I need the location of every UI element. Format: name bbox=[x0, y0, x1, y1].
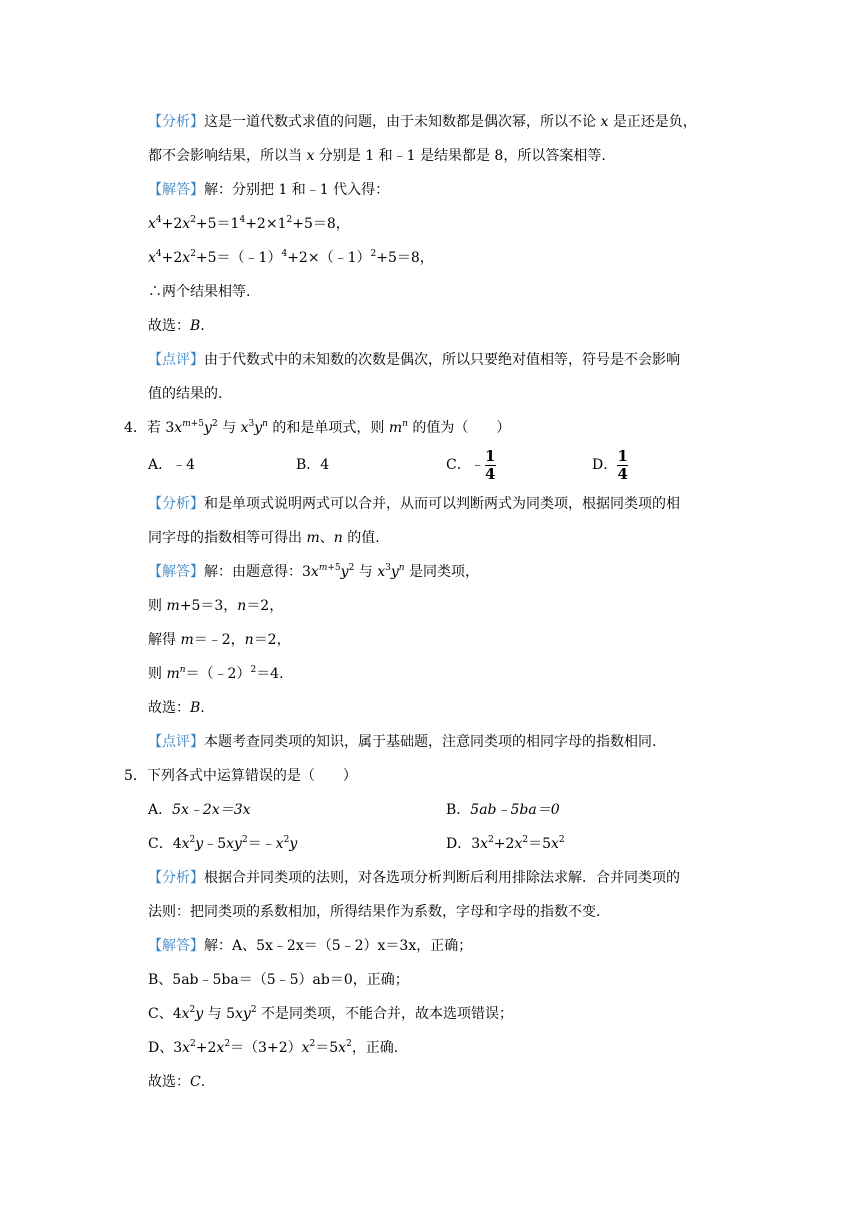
q5-analysis-line-2: 法则：把同类项的系数相加，所得结果作为系数，字母和字母的指数不变. bbox=[148, 904, 601, 920]
q3-comment-line-2: 值的结果的. bbox=[148, 386, 223, 402]
q5-stem: 5．下列各式中运算错误的是（ ） bbox=[124, 768, 357, 784]
q5-choose: 故选：C. bbox=[148, 1074, 206, 1090]
q4-analysis-line-2: 同字母的指数相等可得出 m、n 的值. bbox=[148, 530, 380, 546]
q4-option-a: A．﹣4 bbox=[148, 457, 196, 473]
analysis-tag: 【分析】 bbox=[148, 496, 204, 512]
q5-option-d: D．$3x^2+2x^2=5x^2$ bbox=[446, 835, 565, 852]
answer-tag: 【解答】 bbox=[148, 938, 204, 954]
q5-answer-d: D、$3x^2+2x^2=(3+2)x^2=5x^2$，正确. bbox=[148, 1039, 399, 1056]
analysis-tag: 【分析】 bbox=[148, 114, 204, 130]
q4-analysis-line-1: 【分析】和是单项式说明两式可以合并，从而可以判断两式为同类项，根据同类项的相 bbox=[148, 496, 680, 512]
q4-option-c: C．﹣ $\frac{1}{4}$ bbox=[446, 446, 496, 483]
q5-option-c: C．$4x^2y﹣5xy^2=﹣x^2y$ bbox=[148, 835, 298, 852]
q4-choose: 故选：B. bbox=[148, 700, 205, 716]
q4-option-d: D． $\frac{1}{4}$ bbox=[592, 446, 628, 483]
q4-equation-1: 则 m+5＝3，n＝2， bbox=[148, 598, 284, 614]
fraction-one-quarter: $\frac{1}{4}$ bbox=[617, 446, 628, 483]
q5-option-a: A．5x﹣2x＝3x bbox=[148, 802, 251, 818]
q5-option-b: B．5ab﹣5ba＝0 bbox=[446, 802, 560, 818]
q5-answer-b: B、5ab﹣5ba＝（5﹣5）ab＝0，正确； bbox=[148, 972, 409, 988]
q4-equation-3: 则 $m^n=(﹣2)^2=4$. bbox=[148, 665, 284, 682]
q4-answer-intro: 【解答】解：由题意得：$3x^{m+5}y^2$ 与 $x^3y^n$ 是同类项， bbox=[148, 563, 480, 580]
comment-tag: 【点评】 bbox=[148, 352, 204, 368]
q3-answer-intro: 【解答】解：分别把 1 和﹣1 代入得： bbox=[148, 182, 390, 198]
q4-equation-2: 解得 m＝﹣2，n＝2， bbox=[148, 632, 291, 648]
q3-conclusion: ∴两个结果相等. bbox=[148, 284, 251, 300]
q3-analysis-line-2: 都不会影响结果，所以当 x 分别是 1 和﹣1 是结果都是 8，所以答案相等. bbox=[148, 148, 606, 164]
answer-tag: 【解答】 bbox=[148, 564, 204, 580]
q3-analysis-line-1: 【分析】这是一道代数式求值的问题，由于未知数都是偶次幂，所以不论 x 是正还是负， bbox=[148, 114, 697, 130]
comment-tag: 【点评】 bbox=[148, 734, 204, 750]
q3-equation-1: $x^4+2x^2+5=1^4+2\times 1^2+5=8$， bbox=[148, 215, 350, 232]
fraction-one-quarter: $\frac{1}{4}$ bbox=[485, 446, 496, 483]
q5-answer-c: C、$4x^2y$ 与 $5xy^2$ 不是同类项，不能合并，故本选项错误； bbox=[148, 1005, 513, 1022]
q3-comment-line-1: 【点评】由于代数式中的未知数的次数是偶次，所以只要绝对值相等，符号是不会影响 bbox=[148, 352, 680, 368]
q4-stem: 4．若 $3x^{m+5}y^2$ 与 $x^3y^n$ 的和是单项式，则 $m^n$ 的值为（ ） bbox=[124, 419, 511, 436]
q3-choose: 故选：B. bbox=[148, 318, 205, 334]
q4-comment: 【点评】本题考查同类项的知识，属于基础题，注意同类项的相同字母的指数相同. bbox=[148, 734, 657, 750]
q4-option-b: B．4 bbox=[296, 457, 330, 473]
analysis-tag: 【分析】 bbox=[148, 870, 204, 886]
q3-equation-2: $x^4+2x^2+5=(﹣1)^4+2\times(﹣1)^2+5=8$， bbox=[148, 249, 434, 266]
q5-analysis-line-1: 【分析】根据合并同类项的法则，对各选项分析判断后利用排除法求解．合并同类项的 bbox=[148, 870, 680, 886]
answer-tag: 【解答】 bbox=[148, 182, 204, 198]
q5-answer-a: 【解答】解：A、5x﹣2x＝（5﹣2）x＝3x，正确； bbox=[148, 938, 473, 954]
